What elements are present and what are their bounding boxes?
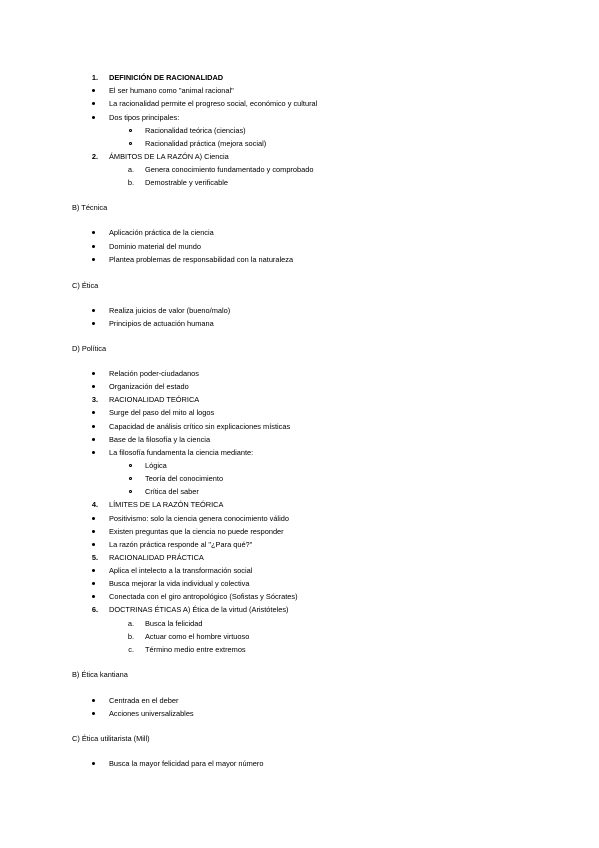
list-item-text: Centrada en el deber	[109, 696, 179, 705]
list-item-text: El ser humano como "animal racional"	[109, 86, 234, 95]
bullet-icon	[92, 595, 95, 598]
list-letter: b.	[127, 632, 134, 641]
section-title: DEFINICIÓN DE RACIONALIDAD	[109, 73, 224, 82]
list-item-text: Base de la filosofía y la ciencia	[109, 435, 211, 444]
list-item-text: Dominio material del mundo	[109, 242, 202, 251]
list-item-text: Existen preguntas que la ciencia no puede responder	[109, 527, 284, 536]
list-item-text: Racionalidad teórica (ciencias)	[145, 126, 246, 135]
circle-bullet-icon	[129, 490, 132, 493]
bullet-icon	[92, 451, 95, 454]
bullet-icon	[92, 543, 95, 546]
list-item-text: Dos tipos principales:	[109, 113, 180, 122]
list-item-text: Realiza juicios de valor (bueno/malo)	[109, 306, 231, 315]
list-item-text: Busca la felicidad	[145, 619, 203, 628]
bullet-icon	[92, 309, 95, 312]
circle-bullet-icon	[129, 142, 132, 145]
section-title: ÁMBITOS DE LA RAZÓN A) Ciencia	[109, 152, 229, 161]
list-item-text: La filosofía fundamenta la ciencia mediante:	[109, 448, 254, 457]
list-item-text: Positivismo: solo la ciencia genera conocimiento válido	[109, 514, 289, 523]
list-number: 4.	[91, 500, 98, 509]
list-item-text: Conectada con el giro antropológico (Sofistas y Sócrates)	[109, 592, 298, 601]
bullet-icon	[92, 411, 95, 414]
bullet-icon	[92, 569, 95, 572]
bullet-icon	[92, 699, 95, 702]
list-number: 3.	[91, 395, 98, 404]
list-item-text: Acciones universalizables	[109, 709, 194, 718]
list-item-text: Busca mejorar la vida individual y colectiva	[109, 579, 250, 588]
list-letter: a.	[127, 165, 134, 174]
bullet-icon	[92, 89, 95, 92]
bullet-icon	[92, 372, 95, 375]
subheading-text: B) Ética kantiana	[72, 670, 128, 679]
list-item-text: Aplicación práctica de la ciencia	[109, 228, 214, 237]
bullet-icon	[92, 712, 95, 715]
list-number: 6.	[91, 605, 98, 614]
list-item-text: Genera conocimiento fundamentado y comprobado	[145, 165, 314, 174]
list-number: 1.	[91, 73, 98, 82]
list-item-text: Surge del paso del mito al logos	[109, 408, 215, 417]
circle-bullet-icon	[129, 477, 132, 480]
bullet-icon	[92, 245, 95, 248]
list-item-text: Busca la mayor felicidad para el mayor número	[109, 759, 264, 768]
bullet-icon	[92, 517, 95, 520]
bullet-icon	[92, 425, 95, 428]
list-item-text: Organización del estado	[109, 382, 189, 391]
list-item-text: Relación poder-ciudadanos	[109, 369, 199, 378]
section-title: DOCTRINAS ÉTICAS A) Ética de la virtud (Aristóteles)	[109, 605, 289, 614]
list-item-text: Capacidad de análisis crítico sin explicaciones místicas	[109, 422, 291, 431]
subheading-text: C) Ética	[72, 281, 99, 290]
list-item-text: La razón práctica responde al "¿Para qué?"	[109, 540, 253, 549]
list-letter: b.	[127, 178, 134, 187]
list-item-text: Aplica el intelecto a la transformación social	[109, 566, 253, 575]
list-letter: a.	[127, 619, 134, 628]
section-title: RACIONALIDAD PRÁCTICA	[109, 553, 204, 562]
list-number: 2.	[91, 152, 98, 161]
bullet-icon	[92, 322, 95, 325]
list-number: 5.	[91, 553, 98, 562]
subheading-text: B) Técnica	[72, 203, 108, 212]
circle-bullet-icon	[129, 129, 132, 132]
list-item-text: La racionalidad permite el progreso social, económico y cultural	[109, 99, 318, 108]
list-item-text: Demostrable y verificable	[145, 178, 228, 187]
bullet-icon	[92, 116, 95, 119]
bullet-icon	[92, 438, 95, 441]
list-item-text: Actuar como el hombre virtuoso	[145, 632, 250, 641]
section-title: LÍMITES DE LA RAZÓN TEÓRICA	[109, 500, 224, 509]
list-item-text: Término medio entre extremos	[145, 645, 246, 654]
circle-bullet-icon	[129, 464, 132, 467]
list-item-text: Plantea problemas de responsabilidad con la naturaleza	[109, 255, 294, 264]
bullet-icon	[92, 102, 95, 105]
subheading-text: C) Ética utilitarista (Mill)	[72, 734, 150, 743]
section-title: RACIONALIDAD TEÓRICA	[109, 395, 200, 404]
bullet-icon	[92, 582, 95, 585]
bullet-icon	[92, 762, 95, 765]
bullet-icon	[92, 530, 95, 533]
list-letter: c.	[128, 645, 134, 654]
bullet-icon	[92, 231, 95, 234]
list-item-text: Principios de actuación humana	[109, 319, 214, 328]
list-item-text: Lógica	[145, 461, 167, 470]
list-item-text: Crítica del saber	[145, 487, 199, 496]
subheading-text: D) Política	[72, 344, 107, 353]
bullet-icon	[92, 385, 95, 388]
list-item-text: Teoría del conocimiento	[145, 474, 224, 483]
bullet-icon	[92, 258, 95, 261]
list-item-text: Racionalidad práctica (mejora social)	[145, 139, 267, 148]
